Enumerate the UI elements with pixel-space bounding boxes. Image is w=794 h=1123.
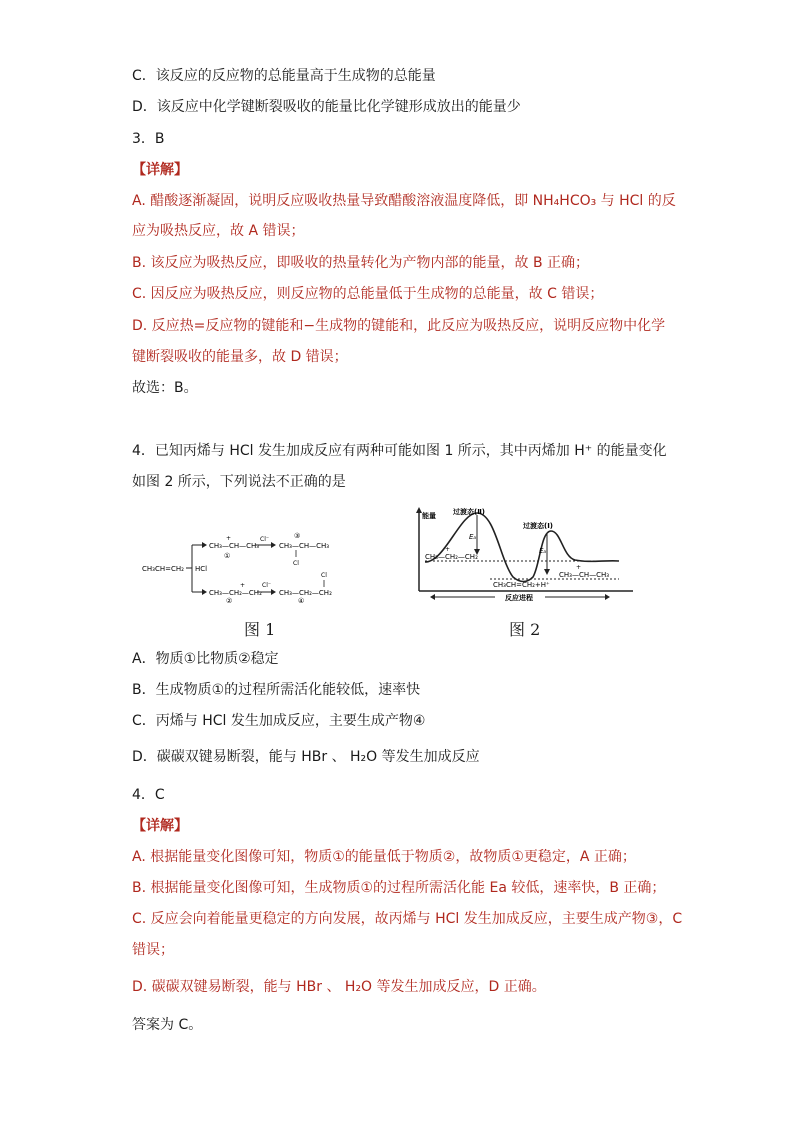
fig1-top-plus: + [226, 535, 232, 542]
a4-line-c2: 错误； [132, 942, 174, 958]
a3-conclusion: 故选：B。 [132, 380, 198, 396]
q3-option-d: D．该反应中化学键断裂吸收的能量比化学键形成放出的能量少 [132, 99, 521, 115]
fig1-top-intermediate: CH₃—CH—CH₃ [209, 542, 260, 550]
fig1-bottom-product: CH₃—CH₂—CH₂ [279, 589, 332, 597]
q4-option-d: D．碳碳双键易断裂，能与 HBr 、 H₂O 等发生加成反应 [132, 749, 480, 765]
a3-line-a2: 应为吸热反应，故 A 错误； [132, 223, 305, 239]
fig2-right-plus: + [576, 564, 582, 571]
fig1-chloride-top: Cl⁻ [260, 536, 270, 543]
figure-2-energy-diagram [405, 505, 637, 605]
fig2-ea-right: Eₐ [539, 547, 547, 555]
figure-1-reaction-scheme [140, 530, 340, 605]
fig1-bottom-intermediate: CH₃—CH₂—CH₂ [209, 589, 262, 597]
a3-line-c: C. 因反应为吸热反应，则反应物的总能量低于生成物的总能量，故 C 错误； [132, 286, 604, 302]
q4-option-c: C．丙烯与 HCl 发生加成反应，主要生成产物④ [132, 713, 426, 729]
fig1-bottom-num: ② [226, 597, 233, 605]
fig2-center-species: CH₃CH=CH₂+H⁺ [493, 581, 550, 589]
fig1-reagent: HCl [195, 565, 208, 573]
fig1-top-num: ① [224, 552, 231, 560]
fig1-chloride-bottom: Cl⁻ [262, 582, 272, 589]
fig1-reactant: CH₃CH=CH₂ [142, 565, 184, 573]
a3-line-a1: A. 醋酸逐渐凝固，说明反应吸收热量导致醋酸溶液温度降低，即 NH₄HCO₃ 与 HCl 的反 [132, 193, 676, 209]
a3-line-d2: 键断裂吸收的能量多，故 D 错误； [132, 349, 348, 365]
q4-stem-line1: 4．已知丙烯与 HCl 发生加成反应有两种可能如图 1 所示，其中丙烯加 H⁺ 的能量变化 [132, 443, 667, 459]
a4-answer: 4．C [132, 787, 165, 803]
a3-answer: 3．B [132, 131, 165, 147]
q4-option-a: A．物质①比物质②稳定 [132, 651, 279, 667]
a4-line-d: D. 碳碳双键易断裂，能与 HBr 、 H₂O 等发生加成反应，D 正确。 [132, 979, 546, 995]
a3-line-b: B. 该反应为吸热反应，即吸收的热量转化为产物内部的能量，故 B 正确； [132, 255, 590, 271]
fig2-x-label: 反应进程 [505, 594, 533, 602]
fig2-left-species: CH₃—CH₂—CH₂ [425, 553, 478, 561]
fig2-ea-left: Eₐ [469, 533, 477, 541]
fig1-bottom-product-cl: Cl [321, 572, 327, 579]
fig2-right-species: CH₃—CH—CH₃ [559, 571, 610, 579]
fig1-top-product-num: ③ [294, 532, 301, 540]
fig2-left-plus: + [445, 546, 451, 553]
figure-1-caption: 图 1 [244, 620, 276, 639]
figure-2-caption: 图 2 [509, 620, 541, 639]
q3-option-c: C．该反应的反应物的总能量高于生成物的总能量 [132, 68, 436, 84]
a4-line-b: B. 根据能量变化图像可知，生成物质①的过程所需活化能 Ea 较低，速率快，B 正确； [132, 880, 666, 896]
fig2-y-label: 能量 [422, 512, 436, 520]
q4-option-b: B．生成物质①的过程所需活化能较低，速率快 [132, 682, 421, 698]
q4-stem-line2: 如图 2 所示，下列说法不正确的是 [132, 474, 346, 490]
fig1-top-product-cl: Cl [293, 560, 299, 567]
fig1-bottom-plus: + [240, 582, 246, 589]
fig2-ts2: 过渡态(Ⅱ) [453, 508, 486, 516]
a3-detail-tag: 【详解】 [132, 162, 188, 178]
fig1-top-product: CH₃—CH—CH₃ [279, 542, 330, 550]
a3-line-d1: D. 反应热=反应物的键能和−生成物的键能和，此反应为吸热反应，说明反应物中化学 [132, 318, 666, 334]
a4-detail-tag: 【详解】 [132, 818, 188, 834]
a4-line-a: A. 根据能量变化图像可知，物质①的能量低于物质②，故物质①更稳定，A 正确； [132, 849, 636, 865]
fig2-ts1: 过渡态(Ⅰ) [523, 522, 554, 530]
a4-conclusion: 答案为 C。 [132, 1017, 203, 1033]
fig1-bottom-product-num: ④ [298, 597, 305, 605]
a4-line-c1: C. 反应会向着能量更稳定的方向发展，故丙烯与 HCl 发生加成反应，主要生成产物③，C [132, 911, 683, 927]
